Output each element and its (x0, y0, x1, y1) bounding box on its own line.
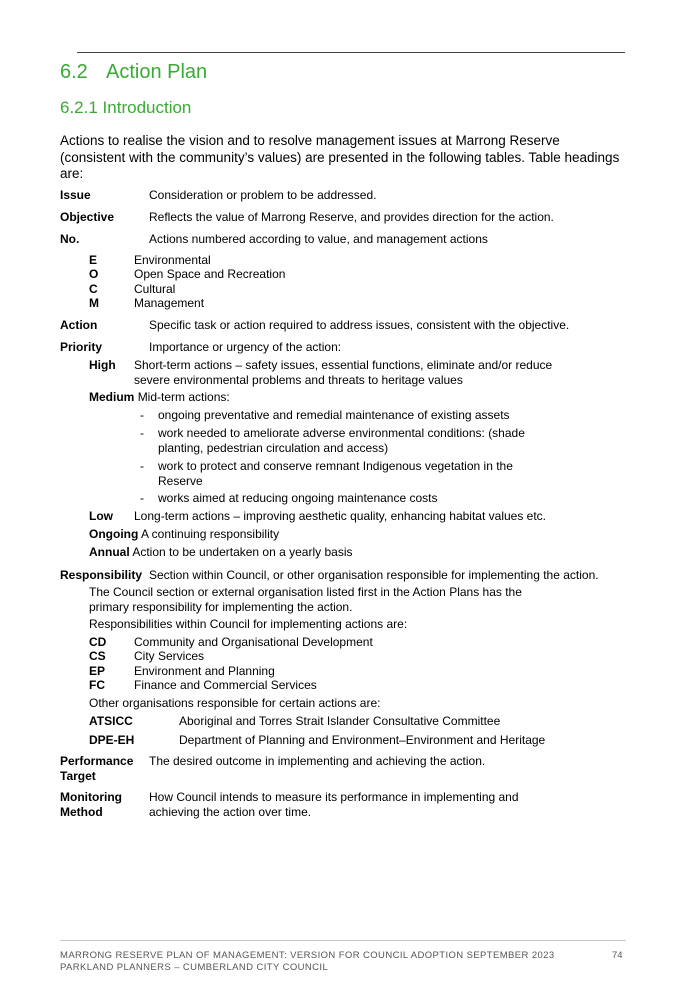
priority-label: High (89, 358, 116, 372)
term-description: Consideration or problem to be addressed. (149, 188, 377, 202)
responsibility-council-intro: Responsibilities within Council for implementing actions are: (89, 617, 408, 631)
council-code-list (89, 635, 373, 692)
subsection-title: Introduction (102, 98, 192, 117)
term-description: The desired outcome in implementing and achieving the action. (149, 754, 486, 768)
list-item: O Open Space and Recreation (89, 267, 286, 282)
term-label: Objective (60, 210, 115, 224)
footer-line: PARKLAND PLANNERS – CUMBERLAND CITY COUNCIL (60, 962, 329, 973)
priority-high (89, 358, 569, 388)
value-code-list (89, 253, 285, 310)
term-label: Action (60, 318, 98, 332)
responsibility-other-intro: Other organisations responsible for certain actions are: (89, 696, 381, 710)
term-description: Importance or urgency of the action: (149, 340, 342, 354)
priority-description: A continuing responsibility (141, 527, 280, 541)
term-label: Performance Target (60, 754, 134, 783)
list-item: EP Environment and Planning (89, 663, 275, 678)
section-heading (60, 61, 207, 84)
priority-ongoing (89, 527, 569, 542)
term-description: Section within Council, or other organisation responsible for implementing the action. (149, 568, 599, 582)
list-item: E Environmental (89, 253, 211, 267)
term-label: Responsibility (60, 568, 143, 582)
priority-medium (89, 390, 569, 405)
list-item: C Cultural (89, 281, 176, 296)
term-description: How Council intends to measure its performance in implementing and achieving the action over time. (149, 790, 519, 819)
priority-label: Annual (89, 545, 130, 559)
term-description: Specific task or action required to address issues, consistent with the objective. (149, 318, 570, 332)
list-item: CS City Services (89, 649, 205, 664)
list-item: FC Finance and Commercial Services (89, 677, 317, 692)
priority-description: Mid-term actions: (137, 390, 230, 404)
footer (60, 950, 555, 974)
subsection-number: 6.2.1 (60, 98, 98, 117)
priority-label: Ongoing (89, 527, 139, 541)
intro-paragraph: Actions to realise the vision and to resolve management issues at Marrong Reserve (consistent with the community’s values) are presented in the following tables. Table headings are: (60, 133, 620, 181)
term-label: No. (60, 232, 80, 246)
priority-annual (89, 545, 569, 560)
term-label: Priority (60, 340, 103, 354)
list-item: CD Community and Organisational Development (89, 635, 373, 649)
responsibility-note: The Council section or external organisation listed first in the Action Plans has the primary responsibility for implementing the action. (89, 585, 522, 614)
term-label: Monitoring Method (60, 790, 122, 819)
priority-label: Low (89, 509, 113, 523)
term-label: Issue (60, 188, 91, 202)
subsection-heading (60, 98, 191, 118)
priority-label: Medium (89, 390, 135, 404)
header-rule (77, 52, 625, 53)
footer-rule (60, 940, 626, 941)
section-title: Action Plan (106, 61, 208, 83)
priority-description: Action to be undertaken on a yearly basis (132, 545, 353, 559)
section-number: 6.2 (60, 61, 88, 83)
footer-line: MARRONG RESERVE PLAN OF MANAGEMENT: VERSION FOR COUNCIL ADOPTION SEPTEMBER 2023 (60, 950, 555, 961)
page-number: 74 (612, 950, 623, 961)
term-description: Reflects the value of Marrong Reserve, and provides direction for the action. (149, 210, 554, 224)
priority-low (89, 509, 569, 524)
priority-description: Long-term actions – improving aesthetic quality, enhancing habitat values etc. (134, 509, 547, 523)
list-item: M Management (89, 295, 205, 310)
priority-description: Short-term actions – safety issues, essential functions, eliminate and/or reduce severe environmental problems and threats to heritage values (134, 358, 553, 387)
term-description: Actions numbered according to value, and management actions (149, 232, 488, 246)
